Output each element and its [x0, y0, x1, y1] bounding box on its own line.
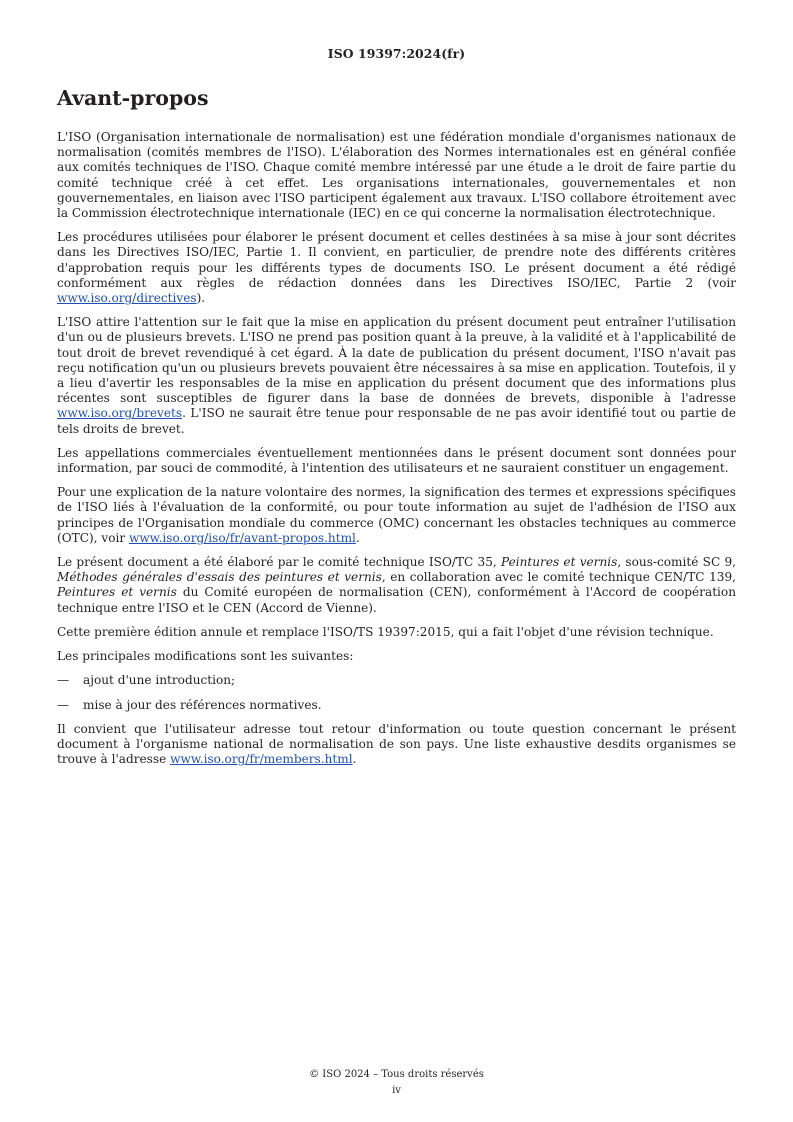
list-item-text: mise à jour des références normatives. — [83, 697, 322, 712]
list-item-text: ajout d'une introduction; — [83, 673, 236, 688]
list-item — [57, 673, 736, 688]
dash-marker: — — [57, 673, 70, 688]
directives-link[interactable]: www.iso.org/directives — [57, 291, 197, 306]
copyright-notice: © ISO 2024 – Tous droits réservés — [309, 1069, 484, 1080]
members-link[interactable]: www.iso.org/fr/members.html — [170, 752, 353, 767]
paragraph-iso-intro: L'ISO (Organisation internationale de normalisation) est une fédération mondiale d'organismes nationaux de normalisation (comités membres de l'ISO). L'élaboration des Normes internationales est en général confiée aux comités techniques de l'ISO. Chaque comité membre intéressé par une étude a le droit de faire partie du comité technique créé à cet effet. Les organisations internationales, gouvernementales et non gouvernementales, en liaison avec l'ISO participent également aux travaux. L'ISO collabore étroitement avec la Commission électrotechnique internationale (IEC) en ce qui concerne la normalisation électrotechnique. — [57, 130, 736, 221]
patents-link[interactable]: www.iso.org/brevets — [57, 406, 183, 421]
document-header: ISO 19397:2024(fr) — [327, 46, 466, 61]
paragraph-trade-names: Les appellations commerciales éventuellement mentionnées dans le présent document sont données pour information, par souci de commodité, à l'intention des utilisateurs et ne sauraient constituer un engagement. — [57, 445, 736, 476]
foreword-info-link[interactable]: www.iso.org/iso/fr/avant-propos.html — [128, 530, 356, 545]
paragraph-changes-intro: Les principales modifications sont les suivantes: — [57, 649, 354, 664]
paragraph-procedures: Les procédures utilisées pour élaborer le présent document et celles destinées à sa mise à jour sont décrites dans les Directives ISO/IEC, Partie 1. Il convient, en particulier, de prendre note des différents critères d'approbation requis pour les différents types de documents ISO. Le présent document a été rédigé conformément aux règles de rédaction données dans les Directives ISO/IEC, Partie 2 (voir www.iso.org/directives). — [57, 230, 736, 306]
page-title: Avant-propos — [57, 86, 209, 110]
list-item — [57, 698, 736, 713]
paragraph-voluntary-nature: Pour une explication de la nature volontaire des normes, la signification des termes et expressions spécifiques de l'ISO liés à l'évaluation de la conformité, ou pour toute information au sujet de l'adhésion de l'ISO aux principes de l'Organisation mondiale du commerce (OMC) concernant les obstacles techniques au commerce (OTC), voir www.iso.org/iso/fr/avant-propos.html. — [57, 485, 736, 545]
page-footer — [0, 1067, 793, 1099]
paragraph-edition: Cette première édition annule et remplace l'ISO/TS 19397:2015, qui a fait l'objet d'une révision technique. — [57, 624, 714, 639]
foreword-body — [57, 130, 736, 776]
paragraph-feedback: Il convient que l'utilisateur adresse tout retour d'information ou toute question concernant le présent document à l'organisme national de normalisation de son pays. Une liste exhaustive desdits organismes se trouve à l'adresse www.iso.org/fr/members.html. — [57, 721, 736, 767]
paragraph-committee: Le présent document a été élaboré par le comité technique ISO/TC 35, Peintures et vernis, sous-comité SC 9, Méthodes générales d'essais des peintures et vernis, en collaboration avec le comité technique CEN/TC 139, Peintures et vernis du Comité européen de normalisation (CEN), conformément à l'Accord de coopération technique entre l'ISO et le CEN (Accord de Vienne). — [57, 555, 737, 615]
dash-marker: — — [57, 697, 70, 712]
page-number: iv — [392, 1085, 401, 1096]
paragraph-patents: L'ISO attire l'attention sur le fait que la mise en application du présent document peut entraîner l'utilisation d'un ou de plusieurs brevets. L'ISO ne prend pas position quant à la preuve, à la validité et à l'applicabilité de tout droit de brevet revendiqué à cet égard. À la date de publication du présent document, l'ISO n'avait pas reçu notification qu'un ou plusieurs brevets pouvaient être nécessaires à sa mise en application. Toutefois, il y a lieu d'avertir les responsables de la mise en application du présent document que des informations plus récentes sont susceptibles de figurer dans la base de données de brevets, disponible à l'adresse www.iso.org/brevets. L'ISO ne saurait être tenue pour responsable de ne pas avoir identifié tout ou partie de tels droits de brevet. — [57, 315, 736, 436]
